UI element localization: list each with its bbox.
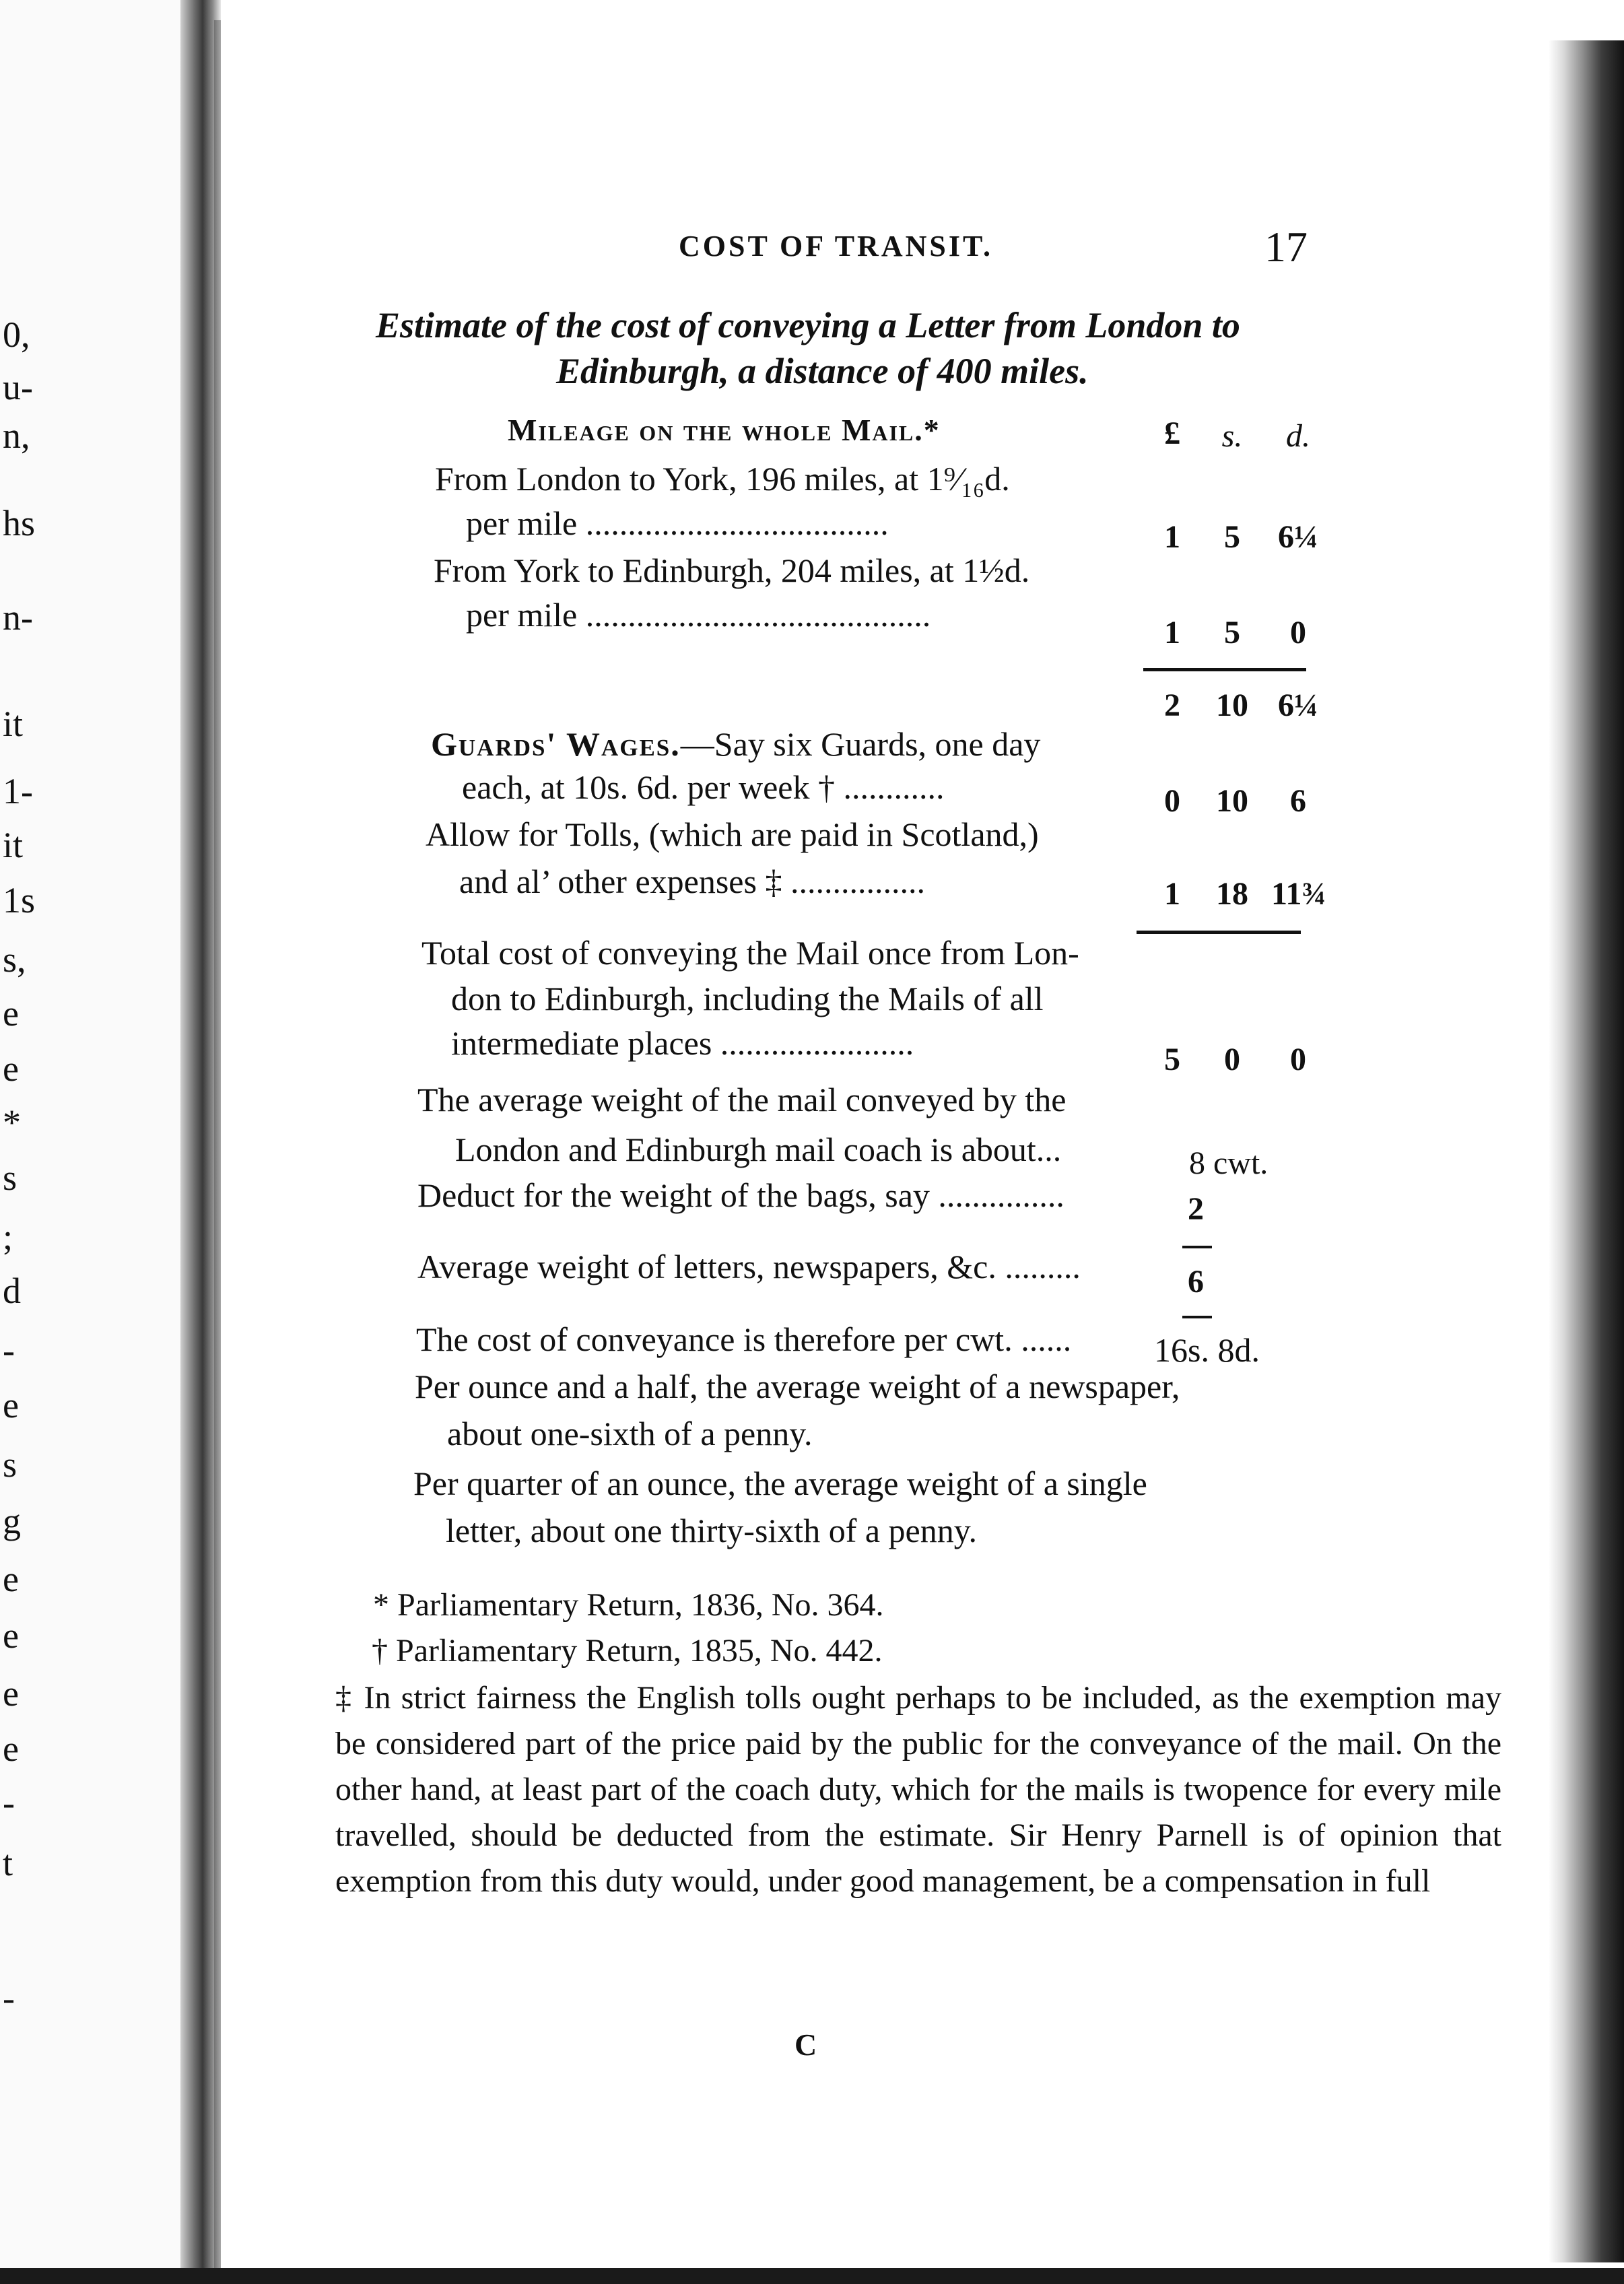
guards-wages-text: —Say six Guards, one day bbox=[680, 725, 1041, 763]
letter-line-2: letter, about one thirty-sixth of a penny. bbox=[446, 1512, 977, 1549]
facing-page bbox=[0, 0, 202, 2284]
tolls-line-1: Allow for Tolls, (which are paid in Scotland,) bbox=[426, 815, 1039, 853]
tolls-line-2: and al’ other expenses ‡ ................ bbox=[459, 863, 925, 900]
left-page-fragment: t bbox=[3, 1843, 13, 1883]
table-cell-pence: 6¼ bbox=[1278, 519, 1318, 555]
total-pounds: 5 bbox=[1164, 1042, 1180, 1077]
subtract-rule bbox=[1182, 1246, 1212, 1248]
deduct-line: Deduct for the weight of the bags, say ............... bbox=[417, 1176, 1064, 1214]
table-cell-pence: 6 bbox=[1290, 783, 1306, 819]
letters-weight-line: Average weight of letters, newspapers, &c. ......... bbox=[417, 1248, 1081, 1285]
avg-weight-line-2: London and Edinburgh mail coach is about... bbox=[455, 1131, 1062, 1168]
left-page-fragment: e bbox=[3, 1615, 19, 1656]
table-cell-pence: 0 bbox=[1290, 615, 1306, 650]
avg-weight-line-1: The average weight of the mail conveyed by the bbox=[417, 1081, 1067, 1118]
total-shillings: 0 bbox=[1224, 1042, 1240, 1077]
left-page-fragment: e bbox=[3, 993, 19, 1034]
table-cell-pounds: 1 bbox=[1164, 615, 1180, 650]
left-page-fragment: u- bbox=[3, 367, 33, 407]
left-page-fragment: hs bbox=[3, 503, 36, 543]
cost-per-cwt-line: The cost of conveyance is therefore per cwt. ...... bbox=[416, 1320, 1072, 1358]
total-line-3: intermediate places ....................... bbox=[451, 1024, 914, 1062]
left-page-fragment: e bbox=[3, 1385, 19, 1425]
left-page-fragment: 1- bbox=[3, 771, 33, 811]
left-page-fragment: e bbox=[3, 1048, 19, 1089]
table-cell-shillings: 5 bbox=[1224, 615, 1240, 650]
left-page-fragment: n- bbox=[3, 597, 33, 638]
gutter-shadow bbox=[214, 20, 221, 2269]
total-line-2: don to Edinburgh, including the Mails of all bbox=[451, 980, 1044, 1017]
london-york-line-1: From London to York, 196 miles, at 1⁹⁄₁₆d. bbox=[435, 460, 1010, 498]
left-page-fragment: n, bbox=[3, 415, 30, 456]
york-edinburgh-line-2: per mile ......................................... bbox=[466, 596, 931, 634]
pence-header: d. bbox=[1286, 418, 1310, 454]
left-page-fragment: s bbox=[3, 1444, 18, 1485]
table-cell-shillings: 18 bbox=[1216, 876, 1248, 912]
footnote-dagger: † Parliamentary Return, 1835, No. 442. bbox=[372, 1633, 883, 1669]
left-page-fragment: * bbox=[3, 1102, 21, 1143]
result-rule bbox=[1182, 1316, 1212, 1318]
subtotal-rule bbox=[1143, 668, 1306, 671]
table-cell-pounds: 1 bbox=[1164, 876, 1180, 912]
left-page-fragment: it bbox=[3, 704, 24, 744]
newspaper-line-1: Per ounce and a half, the average weight of a newspaper, bbox=[415, 1368, 1180, 1405]
left-page-fragment: d bbox=[3, 1271, 21, 1311]
table-cell-pounds: 0 bbox=[1164, 783, 1180, 819]
page-number: 17 bbox=[1264, 223, 1308, 271]
total-pence: 0 bbox=[1290, 1042, 1306, 1077]
subtotal-pounds: 2 bbox=[1164, 687, 1180, 723]
pounds-header: £ bbox=[1164, 415, 1180, 451]
left-page-fragment: - bbox=[3, 1978, 15, 2018]
london-york-line-2: per mile .................................... bbox=[466, 504, 889, 542]
left-page-fragment: e bbox=[3, 1728, 19, 1769]
avg-weight-value: 8 cwt. bbox=[1189, 1145, 1268, 1181]
left-page-fragment: e bbox=[3, 1673, 19, 1714]
book-page bbox=[221, 0, 1549, 2284]
left-page-fragment: - bbox=[3, 1782, 15, 1823]
letters-weight-value: 6 bbox=[1188, 1264, 1204, 1300]
letter-line-1: Per quarter of an ounce, the average weight of a single bbox=[413, 1465, 1147, 1502]
left-page-fragment: ; bbox=[3, 1217, 13, 1257]
left-page-fragment: s bbox=[3, 1157, 18, 1198]
guards-wages-line-2: each, at 10s. 6d. per week † ............ bbox=[462, 768, 945, 806]
table-heading: Mileage on the whole Mail.* bbox=[508, 413, 941, 447]
subtotal-pence: 6¼ bbox=[1278, 687, 1318, 723]
page-edge bbox=[1549, 40, 1624, 2262]
table-cell-pounds: 1 bbox=[1164, 519, 1180, 555]
guards-wages-label: Guards' Wages. bbox=[431, 725, 681, 763]
guards-wages-line-1 bbox=[431, 725, 1040, 764]
left-page-fragment: 1s bbox=[3, 880, 36, 920]
left-page-fragment: s, bbox=[3, 939, 26, 980]
left-page-fragment: - bbox=[3, 1330, 15, 1370]
total-line-1: Total cost of conveying the Mail once from Lon- bbox=[421, 934, 1079, 972]
footnote-star: * Parliamentary Return, 1836, No. 364. bbox=[373, 1587, 884, 1623]
left-page-fragment: 0, bbox=[3, 314, 30, 355]
table-title-line-1: Estimate of the cost of conveying a Letter from London to bbox=[376, 305, 1240, 345]
shillings-header: s. bbox=[1221, 418, 1243, 454]
newspaper-line-2: about one-sixth of a penny. bbox=[447, 1415, 813, 1452]
signature-mark: C bbox=[794, 2027, 817, 2062]
table-cell-pence: 11¾ bbox=[1271, 876, 1326, 912]
footnote-double-dagger: ‡ In strict fairness the English tolls ought perhaps to be included, as the exemption may be considered part of the price paid by the public for the conveyance of the mail. On the other hand, at least part of the coach duty, which for the mails is twopence for every mile travelled, should be deducted from the estimate. Sir Henry Parnell is of opinion that exemption from this duty would, under good management, be a compensation in full bbox=[335, 1680, 1501, 1899]
cost-per-cwt-value: 16s. 8d. bbox=[1154, 1331, 1260, 1369]
left-page-fragment: it bbox=[3, 825, 24, 865]
running-head: COST OF TRANSIT. bbox=[679, 230, 994, 263]
table-cell-shillings: 5 bbox=[1224, 519, 1240, 555]
table-title-line-2: Edinburgh, a distance of 400 miles. bbox=[556, 351, 1089, 391]
left-page-fragment: e bbox=[3, 1559, 19, 1599]
total-rule bbox=[1137, 931, 1301, 934]
deduct-value: 2 bbox=[1188, 1191, 1204, 1227]
subtotal-shillings: 10 bbox=[1216, 687, 1248, 723]
york-edinburgh-line-1: From York to Edinburgh, 204 miles, at 1½d. bbox=[434, 551, 1030, 589]
left-page-fragment: g bbox=[3, 1501, 21, 1541]
table-cell-shillings: 10 bbox=[1216, 783, 1248, 819]
